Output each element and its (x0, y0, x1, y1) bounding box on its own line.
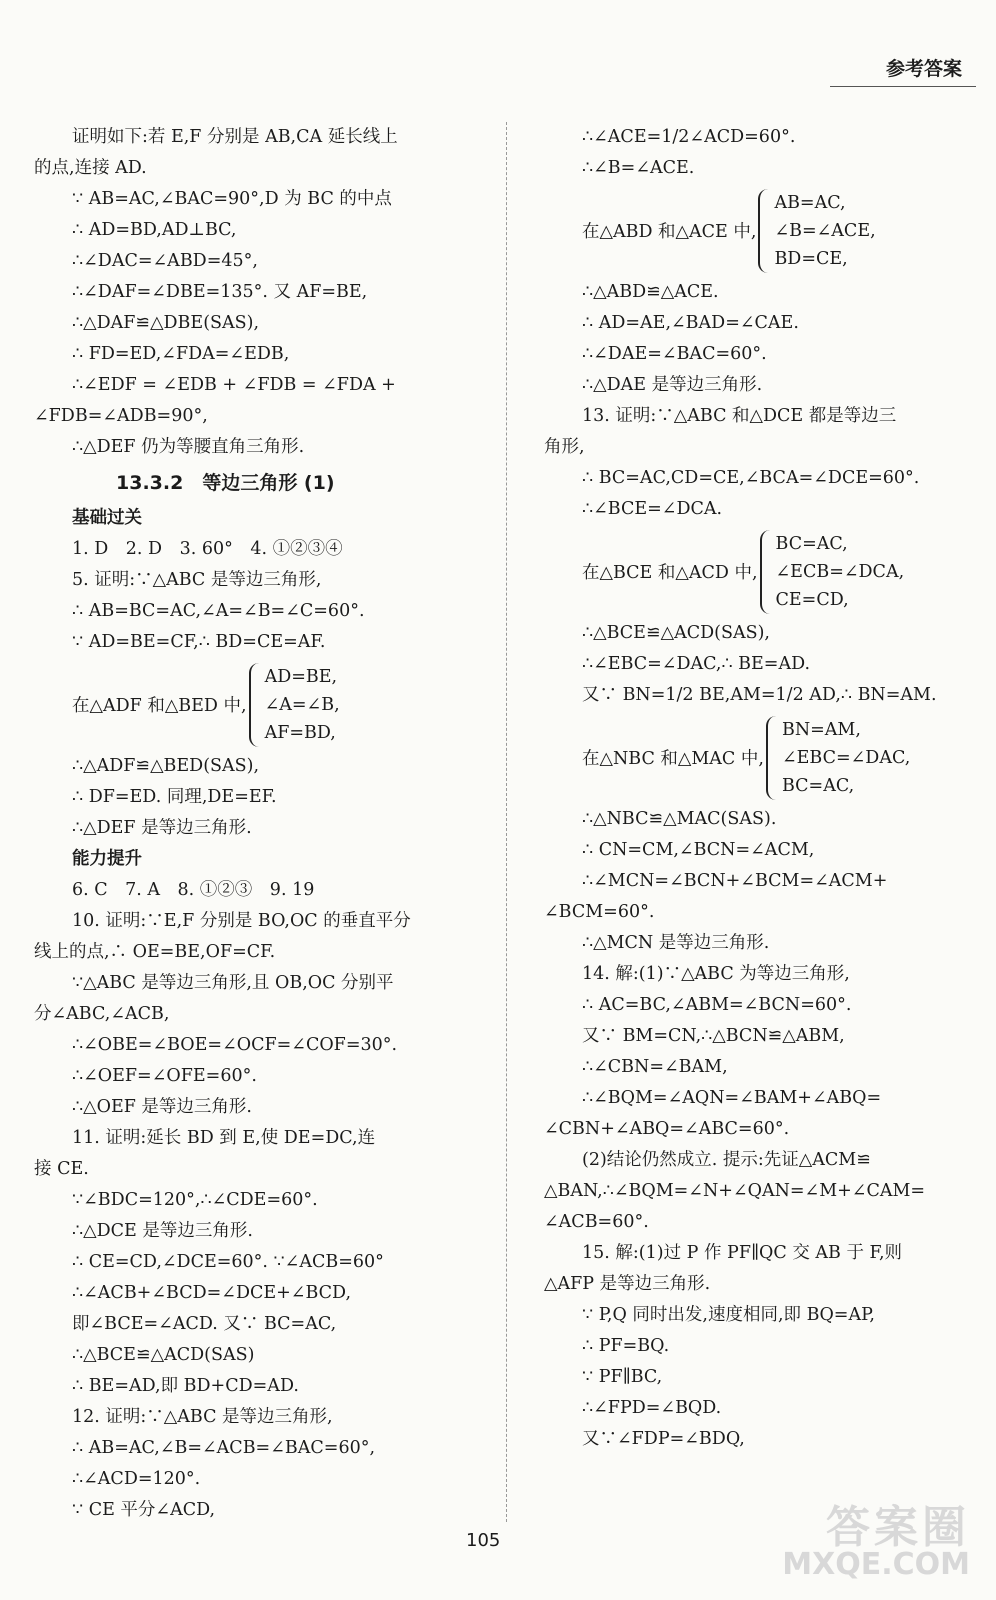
text-line: 线上的点,∴ OE=BE,OF=CF. (34, 942, 276, 962)
text-line: ∴∠CBN=∠BAM, (582, 1057, 728, 1077)
page-header-title: 参考答案 (885, 58, 962, 80)
left-column (34, 122, 474, 1526)
text-line: 即∠BCE=∠ACD. 又∵ BC=AC, (72, 1314, 337, 1334)
equation-system (544, 525, 972, 618)
text-line: ∴ AB=AC,∠B=∠ACB=∠BAC=60°, (72, 1438, 376, 1458)
watermark-url: MXQE.COM (782, 1547, 970, 1582)
text-line: ∵ PF∥BC, (582, 1367, 663, 1387)
text-line: ∴△DCE 是等边三角形. (72, 1221, 253, 1241)
system-lines (782, 716, 910, 800)
text-line: 的点,连接 AD. (34, 158, 147, 178)
text-line: ∠BCM=60°. (544, 902, 655, 922)
text-line: 15. 解:(1)过 P 作 PF∥QC 交 AB 于 F,则 (582, 1243, 903, 1263)
text-line: 10. 证明:∵E,F 分别是 BO,OC 的垂直平分 (72, 911, 411, 931)
text-line: ∴∠BQM=∠AQN=∠BAM+∠ABQ= (582, 1088, 882, 1108)
system-line: ∠ECB=∠DCA, (775, 561, 905, 582)
text-line: ∠CBN+∠ABQ=∠ABC=60°. (544, 1119, 790, 1139)
text-line: ∴ CN=CM,∠BCN=∠ACM, (582, 840, 815, 860)
text-line: ∴∠ACB+∠BCD=∠DCE+∠BCD, (72, 1283, 352, 1303)
text-line: 11. 证明:延长 BD 到 E,使 DE=DC,连 (72, 1128, 376, 1148)
system-line: AD=BE, (264, 666, 338, 687)
text-line: ∵ P,Q 同时出发,速度相同,即 BQ=AP, (582, 1305, 875, 1325)
brace (249, 663, 261, 747)
system-line: BC=AC, (781, 775, 855, 796)
text-line: ∴△BCE≌△ACD(SAS), (582, 623, 770, 643)
text-line: ∴∠DAF=∠DBE=135°. 又 AF=BE, (72, 282, 368, 302)
page-number: 105 (466, 1530, 501, 1551)
system-line: AB=AC, (774, 192, 846, 213)
equation-system (544, 184, 972, 277)
equation-system (544, 711, 972, 804)
text-line: 分∠ABC,∠ACB, (34, 1004, 170, 1024)
system-line: ∠EBC=∠DAC, (781, 747, 911, 768)
text-line: ∴△ABD≌△ACE. (582, 282, 719, 302)
text-line: 5. 证明:∵△ABC 是等边三角形, (72, 570, 322, 590)
text-line: ∴ BC=AC,CD=CE,∠BCA=∠DCE=60°. (582, 468, 920, 488)
header-rule (830, 86, 976, 87)
text-line: ∴ AD=BD,AD⊥BC, (72, 220, 237, 240)
text-line: 6. C 7. A 8. ①②③ 9. 19 (72, 880, 315, 900)
text-line: ∴∠OEF=∠OFE=60°. (72, 1066, 257, 1086)
text-line: ∴△MCN 是等边三角形. (582, 933, 770, 953)
text-line: △AFP 是等边三角形. (544, 1274, 711, 1294)
text-line: ∴ BE=AD,即 BD+CD=AD. (72, 1376, 299, 1396)
text-line: ∴∠MCN=∠BCN+∠BCM=∠ACM+ (582, 871, 888, 891)
text-line: ∴ DF=ED. 同理,DE=EF. (72, 787, 277, 807)
text-line: (2)结论仍然成立. 提示:先证△ACM≌ (582, 1150, 871, 1170)
text-line: ∴△DAF≌△DBE(SAS), (72, 313, 260, 333)
system-line: ∠B=∠ACE, (774, 220, 876, 241)
text-line: △BAN,∴∠BQM=∠N+∠QAN=∠M+∠CAM= (544, 1181, 926, 1201)
system-prefix: 在△ADF 和△BED 中, (72, 696, 247, 716)
text-line: ∴ PF=BQ. (582, 1336, 670, 1356)
text-line: ∴∠FPD=∠BQD. (582, 1398, 722, 1418)
text-line: ∴ AD=AE,∠BAD=∠CAE. (582, 313, 799, 333)
text-line: ∴∠ACE=1/2∠ACD=60°. (582, 127, 796, 147)
ability-heading: 能力提升 (72, 849, 142, 869)
system-line: ∠A=∠B, (264, 694, 340, 715)
text-line: ∴ CE=CD,∠DCE=60°. ∵∠ACB=60° (72, 1252, 384, 1272)
text-line: 证明如下:若 E,F 分别是 AB,CA 延长线上 (72, 127, 398, 147)
system-lines (265, 663, 340, 747)
system-lines (776, 530, 905, 614)
text-line: ∵ AB=AC,∠BAC=90°,D 为 BC 的中点 (72, 189, 392, 209)
text-line: ∴△BCE≌△ACD(SAS) (72, 1345, 255, 1365)
text-line: ∴△OEF 是等边三角形. (72, 1097, 252, 1117)
text-line: 又∵ BM=CN,∴△BCN≌△ABM, (582, 1026, 845, 1046)
system-line: CE=CD, (775, 589, 849, 610)
text-line: 12. 证明:∵△ABC 是等边三角形, (72, 1407, 333, 1427)
text-line: 13. 证明:∵△ABC 和△DCE 都是等边三 (582, 406, 897, 426)
text-line: ∵△ABC 是等边三角形,且 OB,OC 分别平 (72, 973, 394, 993)
text-line: 又∵ BN=1/2 BE,AM=1/2 AD,∴ BN=AM. (582, 685, 937, 705)
system-line: BN=AM, (781, 719, 861, 740)
text-line: ∴∠BCE=∠DCA. (582, 499, 723, 519)
system-line: BC=AC, (775, 533, 848, 554)
text-line: ∠FDB=∠ADB=90°, (34, 406, 208, 426)
system-prefix: 在△ABD 和△ACE 中, (582, 222, 757, 242)
text-line: ∴∠ACD=120°. (72, 1469, 201, 1489)
text-line: ∴ AB=BC=AC,∠A=∠B=∠C=60°. (72, 601, 365, 621)
text-line: ∴ AC=BC,∠ABM=∠BCN=60°. (582, 995, 852, 1015)
text-line: ∴△DEF 仍为等腰直角三角形. (72, 437, 305, 457)
system-prefix: 在△NBC 和△MAC 中, (582, 749, 764, 769)
system-lines (774, 189, 875, 273)
text-line: ∴ FD=ED,∠FDA=∠EDB, (72, 344, 290, 364)
watermark-logo (782, 1502, 970, 1582)
text-line: ∵∠BDC=120°,∴∠CDE=60°. (72, 1190, 318, 1210)
brace (758, 189, 770, 273)
brace (766, 716, 778, 800)
right-column (544, 122, 972, 1455)
text-line: ∵ CE 平分∠ACD, (72, 1500, 216, 1520)
watermark-text: 答案圈 (826, 1502, 970, 1553)
text-line: 角形, (544, 437, 585, 457)
text-line: ∴△DAE 是等边三角形. (582, 375, 763, 395)
text-line: ∴∠EDF = ∠EDB + ∠FDB = ∠FDA + (72, 375, 396, 395)
basic-heading: 基础过关 (72, 508, 142, 528)
system-line: BD=CE, (774, 248, 848, 269)
equation-system (34, 658, 474, 751)
section-title: 13.3.2 等边三角形 (1) (116, 472, 335, 494)
system-line: AF=BD, (264, 722, 336, 743)
text-line: ∠ACB=60°. (544, 1212, 649, 1232)
text-line: ∴△DEF 是等边三角形. (72, 818, 252, 838)
text-line: ∴∠OBE=∠BOE=∠OCF=∠COF=30°. (72, 1035, 398, 1055)
text-line: ∴∠B=∠ACE. (582, 158, 695, 178)
text-line: 1. D 2. D 3. 60° 4. ①②③④ (72, 539, 343, 559)
text-line: ∴△ADF≌△BED(SAS), (72, 756, 260, 776)
system-prefix: 在△BCE 和△ACD 中, (582, 563, 758, 583)
text-line: 接 CE. (34, 1159, 89, 1179)
text-line: ∴△NBC≌△MAC(SAS). (582, 809, 777, 829)
column-divider (506, 122, 507, 1522)
text-line: ∴∠DAC=∠ABD=45°, (72, 251, 258, 271)
text-line: 14. 解:(1)∵△ABC 为等边三角形, (582, 964, 850, 984)
text-line: ∴∠DAE=∠BAC=60°. (582, 344, 767, 364)
brace (760, 530, 772, 614)
text-line: ∴∠EBC=∠DAC,∴ BE=AD. (582, 654, 811, 674)
text-line: 又∵∠FDP=∠BDQ, (582, 1429, 745, 1449)
text-line: ∵ AD=BE=CF,∴ BD=CE=AF. (72, 632, 326, 652)
